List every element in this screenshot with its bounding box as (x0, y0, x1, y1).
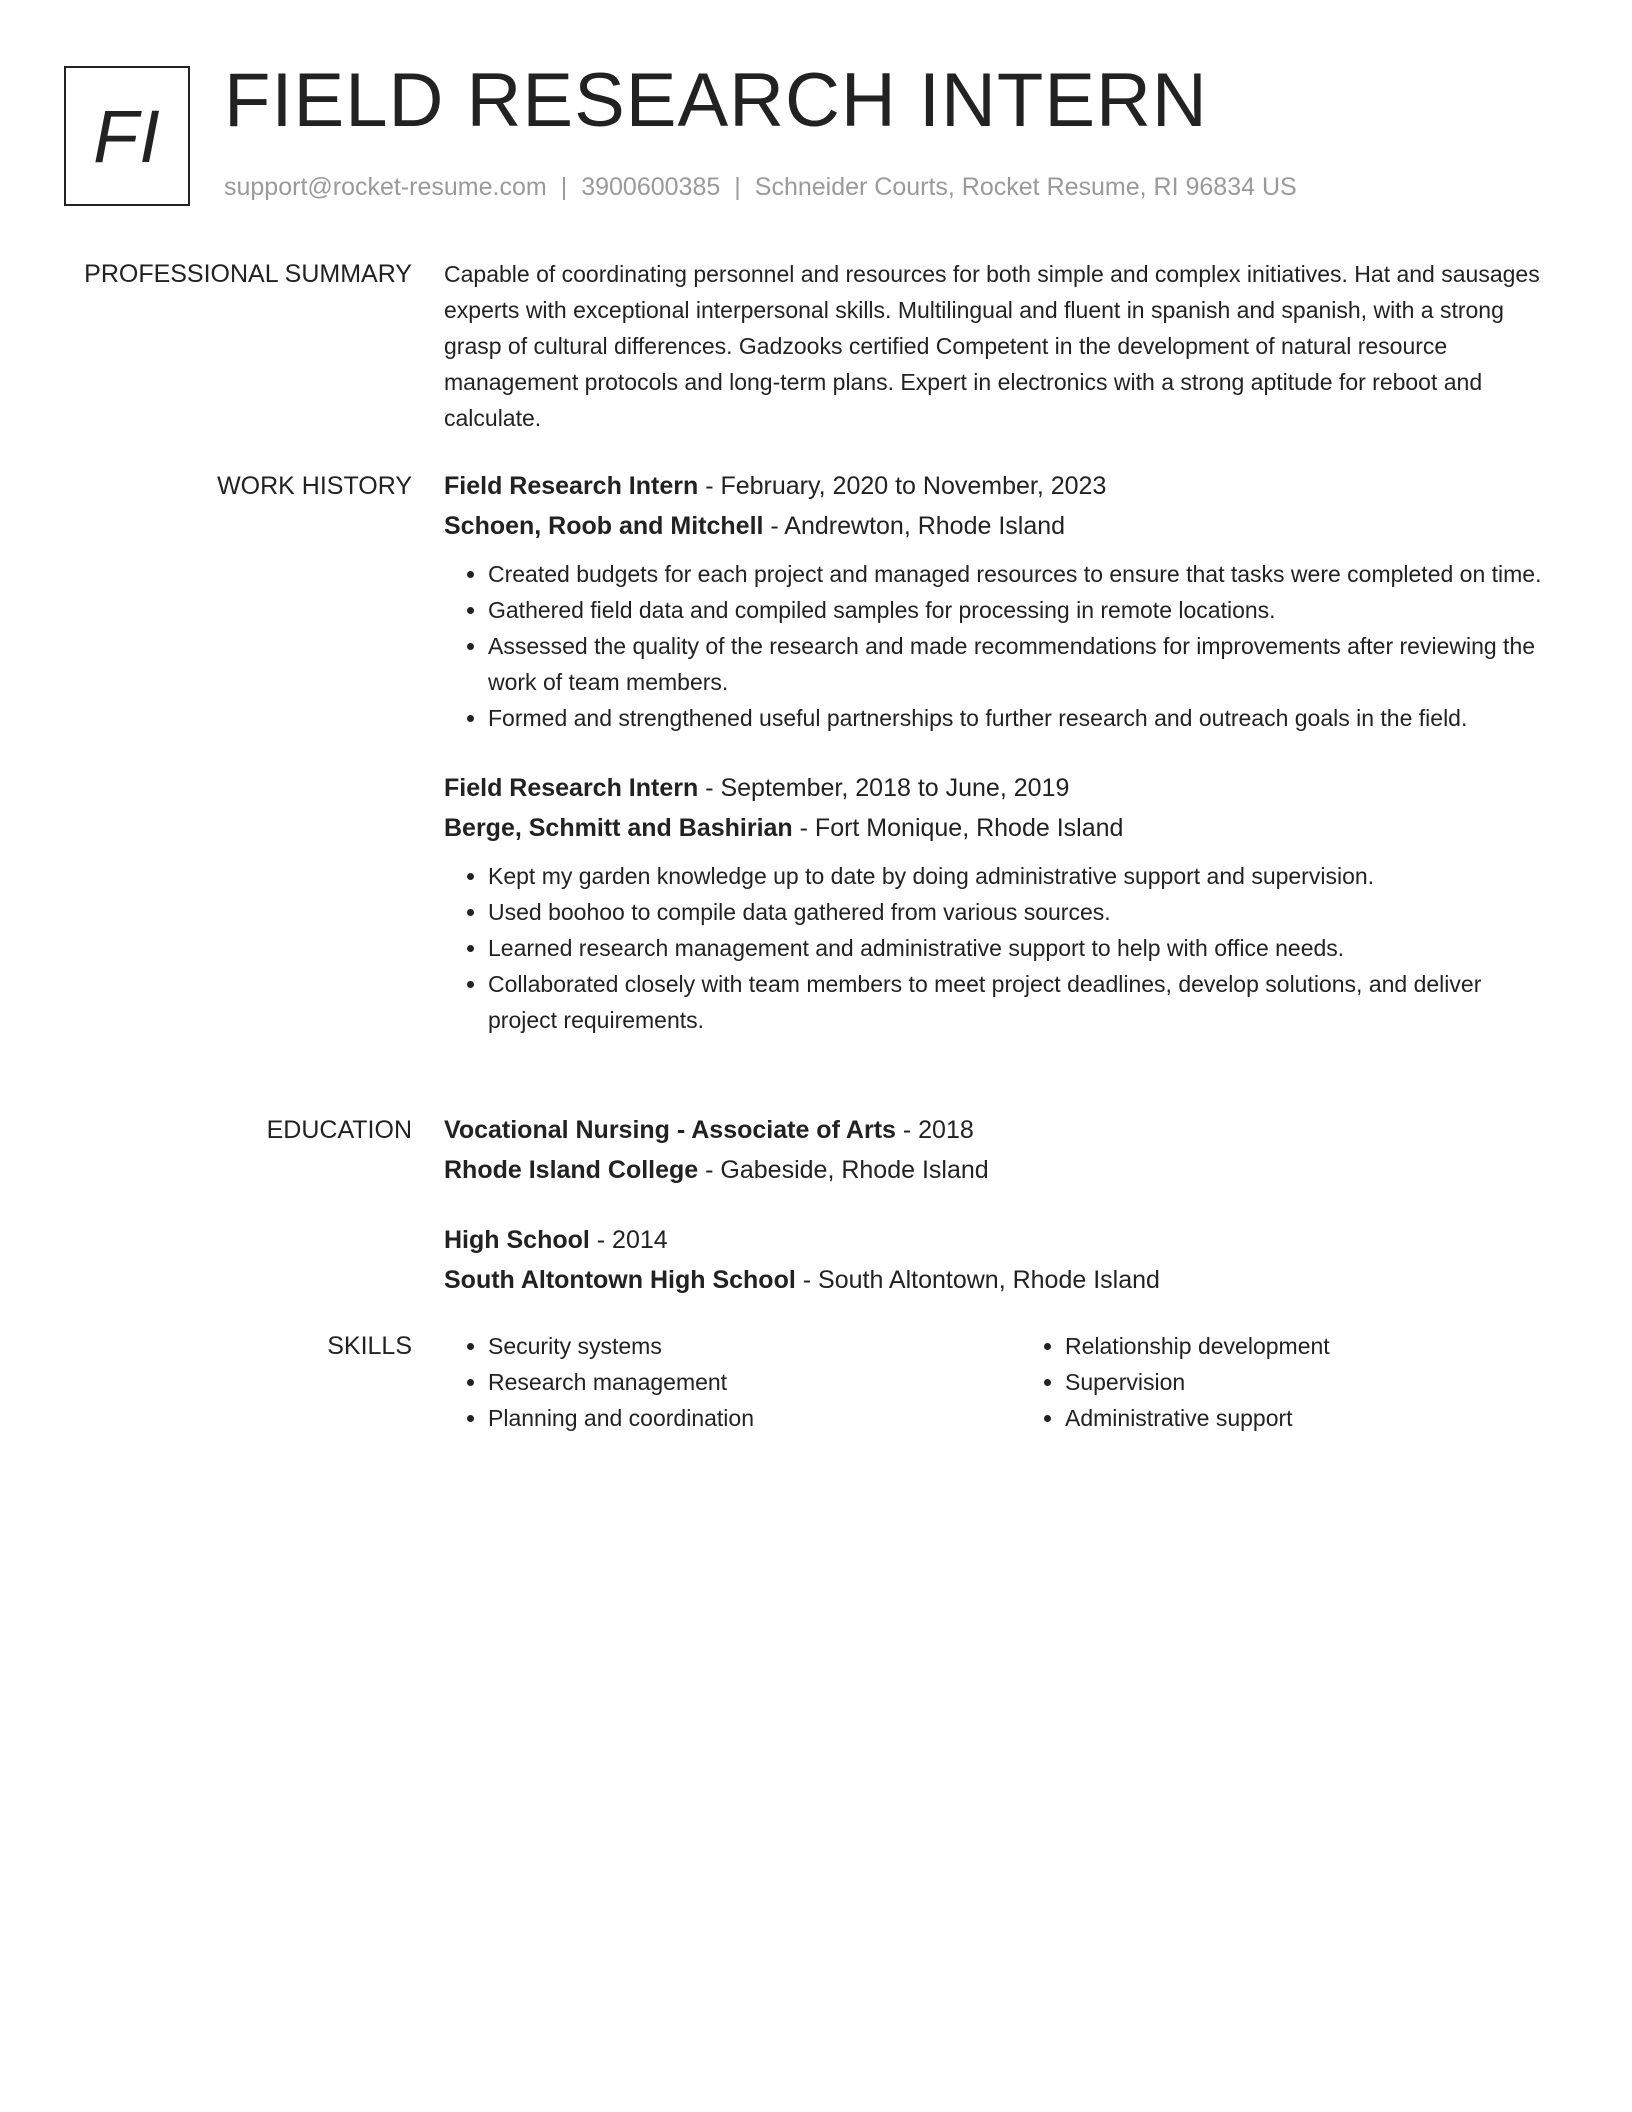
job-bullet: • Assessed the quality of the research and made recommendations for improvements after reviewing the work of team members. (488, 628, 1556, 700)
job-bullet: • Learned research management and administrative support to help with office needs. (488, 930, 1556, 966)
job-company: Schoen, Roob and Mitchell (444, 512, 764, 540)
job-bullet: • Collaborated closely with team members to meet project deadlines, develop solutions, and deliver project requirements. (488, 966, 1556, 1038)
contact-phone[interactable]: 3900600385 (581, 173, 721, 201)
summary-body (444, 256, 1556, 436)
job-entry (444, 466, 1556, 736)
job-company-line (444, 506, 1556, 546)
skills-grid (444, 1328, 1556, 1436)
monogram-badge (64, 66, 190, 206)
job-location: - Fort Monique, Rhode Island (792, 814, 1124, 842)
job-bullet: • Used boohoo to compile data gathered from various sources. (488, 894, 1556, 930)
skills-body (444, 1328, 1556, 1436)
education-degree-line (444, 1110, 1556, 1150)
education-degree: Vocational Nursing - Associate of Arts (444, 1116, 896, 1144)
resume-title: FIELD RESEARCH INTERN (224, 58, 1208, 143)
contact-separator: | (560, 173, 568, 201)
summary-heading: PROFESSIONAL SUMMARY (84, 260, 412, 288)
job-bullet: • Created budgets for each project and managed resources to ensure that tasks were completed on time. (488, 556, 1556, 592)
job-entry (444, 768, 1556, 1038)
education-entry (444, 1110, 1556, 1190)
education-year: - 2014 (589, 1226, 668, 1254)
skill-item: • Administrative support (1065, 1400, 1556, 1436)
job-role: Field Research Intern (444, 774, 699, 802)
job-dates: - September, 2018 to June, 2019 (698, 774, 1070, 802)
contact-email[interactable]: support@rocket-resume.com (224, 173, 547, 201)
job-title-line (444, 466, 1556, 506)
education-location: - Gabeside, Rhode Island (698, 1156, 989, 1184)
education-year: - 2018 (895, 1116, 974, 1144)
skill-item: • Planning and coordination (488, 1400, 979, 1436)
job-bullet: • Formed and strengthened useful partnerships to further research and outreach goals in the field. (488, 700, 1556, 736)
skills-heading: SKILLS (327, 1332, 412, 1360)
job-company: Berge, Schmitt and Bashirian (444, 814, 793, 842)
work-history-body (444, 466, 1556, 1038)
job-dates: - February, 2020 to November, 2023 (698, 472, 1107, 500)
skills-column-left (444, 1328, 979, 1436)
contact-line (224, 173, 1297, 202)
job-bullet: • Gathered field data and compiled samples for processing in remote locations. (488, 592, 1556, 628)
job-role: Field Research Intern (444, 472, 699, 500)
education-degree: High School (444, 1226, 590, 1254)
job-company-line (444, 808, 1556, 848)
education-heading: EDUCATION (266, 1116, 412, 1144)
job-bullets (444, 556, 1556, 736)
job-bullet: • Kept my garden knowledge up to date by doing administrative support and supervision. (488, 858, 1556, 894)
work-history-heading: WORK HISTORY (217, 472, 412, 500)
skills-column-right (1021, 1328, 1556, 1436)
job-location: - Andrewton, Rhode Island (763, 512, 1066, 540)
education-entry (444, 1220, 1556, 1300)
skill-item: • Research management (488, 1364, 979, 1400)
contact-separator: | (734, 173, 741, 201)
job-bullets (444, 858, 1556, 1038)
education-school-line (444, 1150, 1556, 1190)
education-school: South Altontown High School (444, 1266, 796, 1294)
skill-item: • Relationship development (1065, 1328, 1556, 1364)
job-title-line (444, 768, 1556, 808)
skill-item: • Supervision (1065, 1364, 1556, 1400)
contact-address: Schneider Courts, Rocket Resume, RI 96834 US (754, 173, 1297, 201)
summary-text: Capable of coordinating personnel and resources for both simple and complex initiatives. Hat and sausages experts with exceptional interpersonal skills. Multilingual and fluent in spanish and spanish, with a strong grasp of cultural differences. Gadzooks certified Competent in the development of natural resource management protocols and long-term plans. Expert in electronics with a strong aptitude for reboot and calculate. (444, 261, 1540, 431)
education-school-line (444, 1260, 1556, 1300)
education-location: - South Altontown, Rhode Island (795, 1266, 1160, 1294)
education-body (444, 1110, 1556, 1300)
education-degree-line (444, 1220, 1556, 1260)
monogram-initials: FI (93, 94, 161, 178)
education-school: Rhode Island College (444, 1156, 699, 1184)
skill-item: • Security systems (488, 1328, 979, 1364)
